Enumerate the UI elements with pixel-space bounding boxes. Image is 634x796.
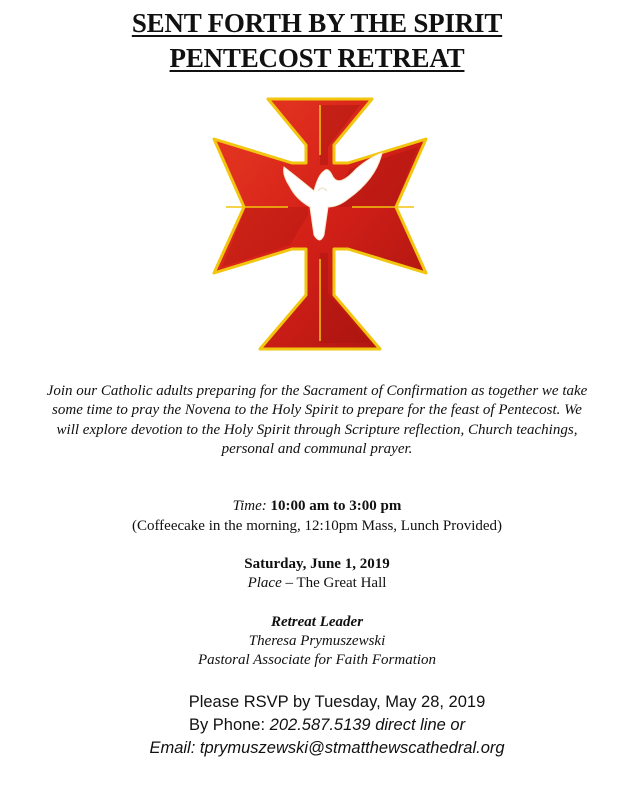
place-line — [0, 574, 634, 593]
phone-label: By Phone: — [188, 716, 270, 734]
intro-paragraph: Join our Catholic adults preparing for the Sacrament of Confirmation as together we take some time to pray the Novena to the Holy Spirit to prepare for the feast of Pentecost. We will explore devotion to the Holy Spirit through Scripture reflection, Church teachings, personal and communal prayer. — [46, 383, 588, 458]
leader-role: Pastoral Associate for Faith Formation — [197, 652, 437, 668]
leader-heading: Retreat Leader — [270, 614, 364, 630]
event-date: Saturday, June 1, 2019 — [244, 556, 390, 572]
rsvp-line: Please RSVP by Tuesday, May 28, 2019 — [188, 693, 486, 711]
place-label: Place — [247, 575, 282, 591]
place-value: – The Great Hall — [281, 575, 387, 591]
email-label: Email: — [149, 739, 200, 757]
time-label: Time: — [232, 498, 267, 514]
time-note: (Coffeecake in the morning, 12:10pm Mass, Lunch Provided) — [131, 518, 503, 534]
email-line — [10, 737, 634, 759]
phone-line — [10, 714, 634, 736]
email-value[interactable]: tprymuszewski@stmatthewscathedral.org — [199, 739, 505, 757]
title-line-1: SENT FORTH BY THE SPIRIT — [131, 8, 503, 38]
time-value: 10:00 am to 3:00 pm — [270, 498, 402, 514]
time-line — [0, 497, 634, 516]
phone-value[interactable]: 202.587.5139 direct line or — [269, 716, 466, 734]
cross-with-dove-icon — [210, 95, 430, 353]
leader-name: Theresa Prymuszewski — [248, 633, 386, 649]
title-line-2: PENTECOST RETREAT — [169, 43, 465, 73]
